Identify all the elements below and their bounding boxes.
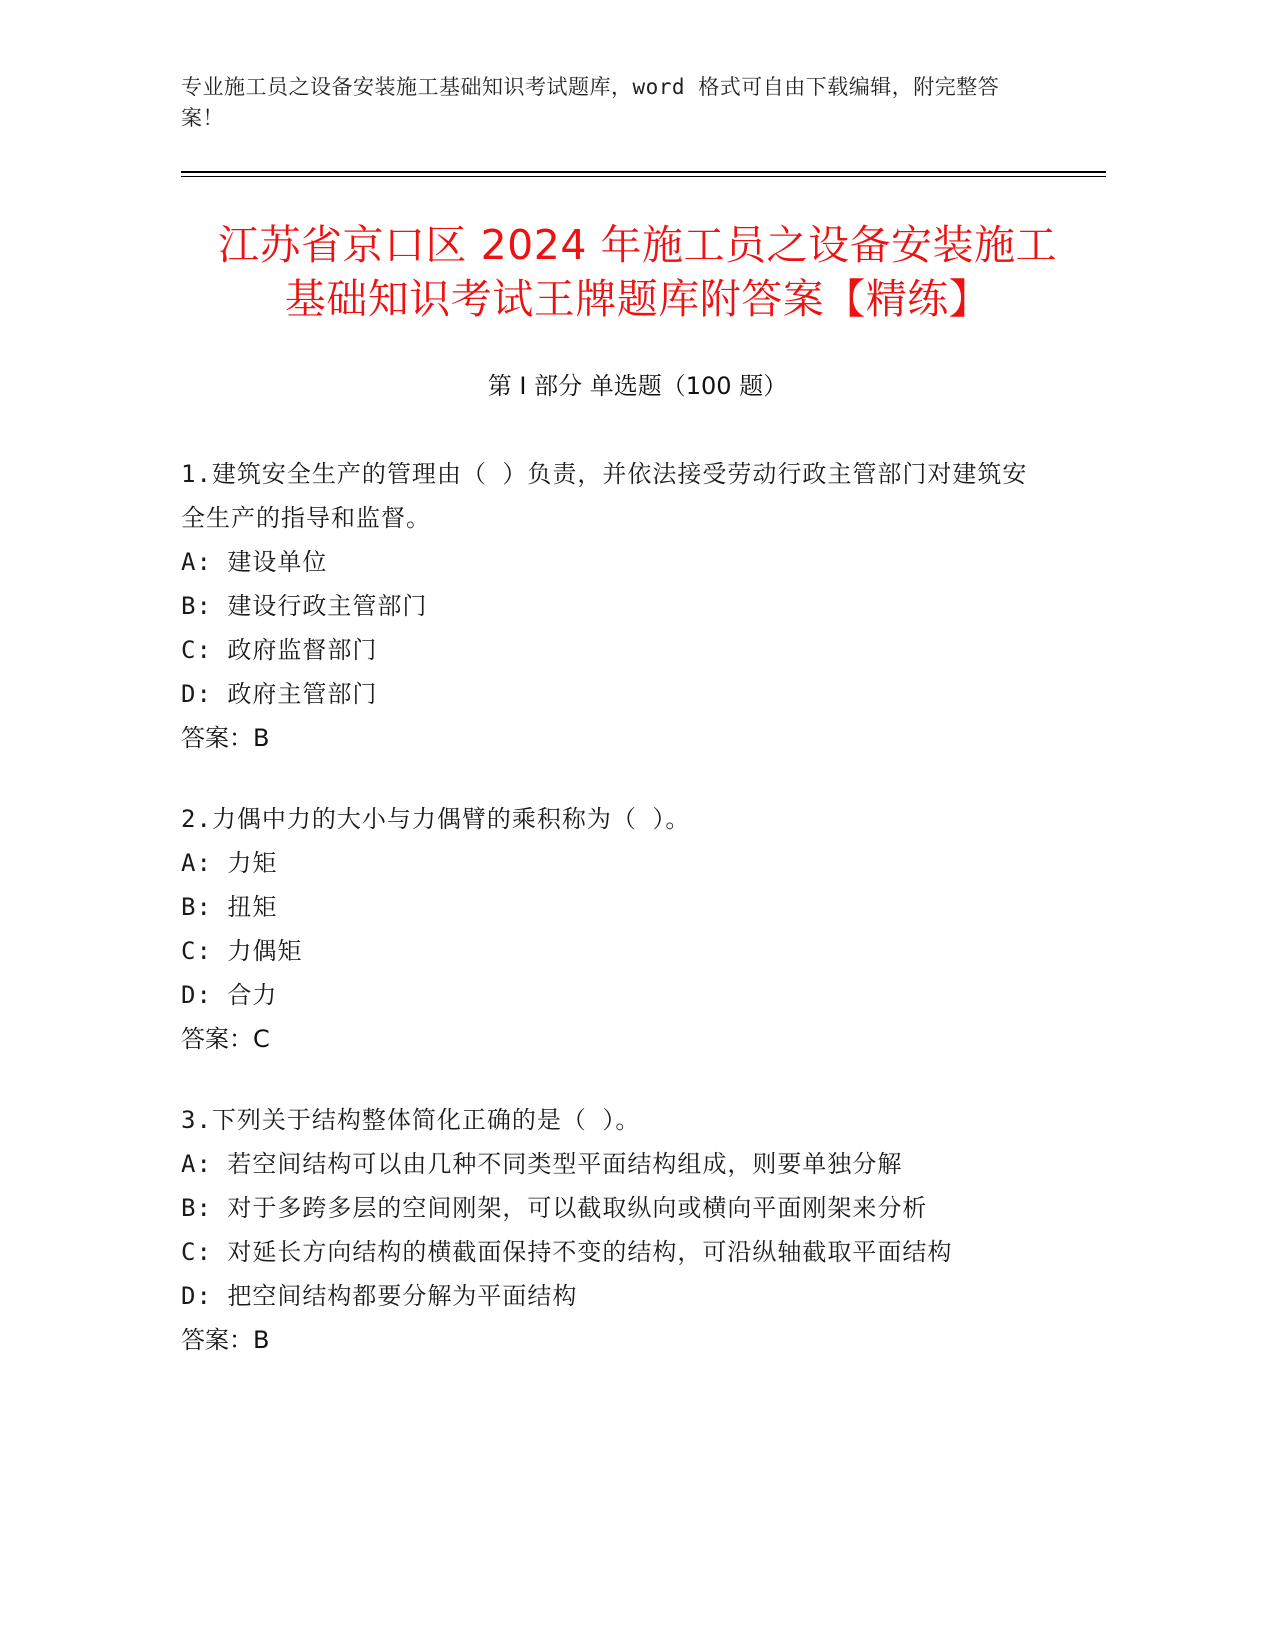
option-c: C: 政府监督部门 bbox=[181, 636, 378, 664]
option-d: D: 政府主管部门 bbox=[181, 680, 378, 708]
document-title-line-1: 江苏省京口区 2024 年施工员之设备安装施工 bbox=[218, 221, 1057, 269]
option-d: D: 合力 bbox=[181, 981, 278, 1009]
document-title-line-2: 基础知识考试王牌题库附答案【精练】 bbox=[284, 275, 991, 323]
question-list bbox=[181, 452, 1041, 1399]
option-b: B: 建设行政主管部门 bbox=[181, 592, 428, 620]
option-a: A: 力矩 bbox=[181, 849, 278, 877]
option-c: C: 力偶矩 bbox=[181, 937, 303, 965]
option-b: B: 对于多跨多层的空间刚架，可以截取纵向或横向平面刚架来分析 bbox=[181, 1194, 928, 1222]
question-1 bbox=[181, 452, 1041, 760]
answer: 答案：B bbox=[181, 1326, 270, 1354]
header-divider-thick bbox=[181, 171, 1106, 173]
header-divider-thin bbox=[181, 176, 1106, 177]
option-c: C: 对延长方向结构的横截面保持不变的结构，可沿纵轴截取平面结构 bbox=[181, 1238, 953, 1266]
answer: 答案：B bbox=[181, 724, 270, 752]
answer: 答案：C bbox=[181, 1025, 270, 1053]
document-title bbox=[150, 218, 1125, 326]
option-a: A: 若空间结构可以由几种不同类型平面结构组成，则要单独分解 bbox=[181, 1150, 903, 1178]
question-stem: 2.力偶中力的大小与力偶臂的乘积称为（ ）。 bbox=[181, 805, 691, 833]
option-a: A: 建设单位 bbox=[181, 548, 328, 576]
question-stem: 3.下列关于结构整体简化正确的是（ ）。 bbox=[181, 1106, 641, 1134]
section-heading: 第 I 部分 单选题（100 题） bbox=[487, 372, 788, 400]
question-stem: 1.建筑安全生产的管理由（ ）负责，并依法接受劳动行政主管部门对建筑安全生产的指导和监督。 bbox=[181, 460, 1028, 532]
header-note: 专业施工员之设备安装施工基础知识考试题库，word 格式可自由下载编辑，附完整答案！ bbox=[181, 75, 1000, 130]
option-b: B: 扭矩 bbox=[181, 893, 278, 921]
question-3 bbox=[181, 1098, 1041, 1362]
option-d: D: 把空间结构都要分解为平面结构 bbox=[181, 1282, 578, 1310]
question-2 bbox=[181, 797, 1041, 1061]
